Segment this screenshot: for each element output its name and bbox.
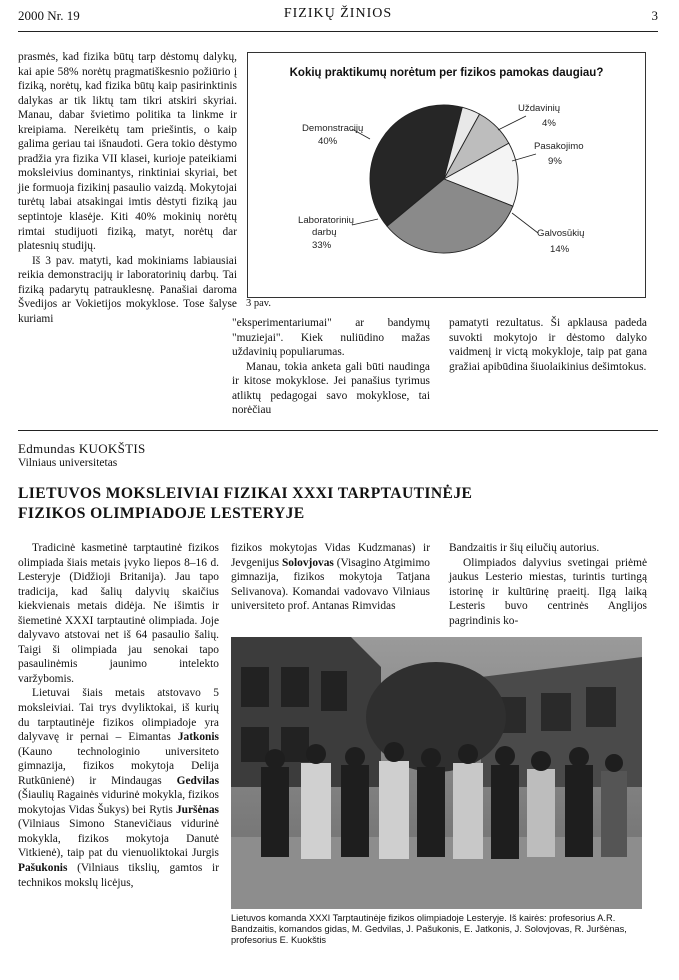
paragraph: fizikos mokytojas Vidas Kudzmanas) ir Jevgenijus Solovjovas (Visagino Atgimimo gimnazija, fizikos mokytoja Tatjana Selivanova). Komandai vadovavo Vilniaus universiteto prof. Antanas Rimvidas (231, 542, 431, 613)
paragraph: Lietuvai šiais metais atstovavo 5 moksleiviai. Tai trys dvyliktokai, iš kurių du tarptautinėje fizikos olimpiadoje yra dalyvavę ir pernai – Eimantas Jatkonis (Kauno technologinio universiteto gimnazija, fizikos mokytoja Delija Rutkūnienė) ir Mindaugas Gedvilas (Šiaulių Ragainės vidurinė mokykla, fizikos mokytojas Vidas Šukys) bei Rytis Juršėnas (Vilniaus Simono Stanevičiaus vidurinė mokykla, fizikos mokytoja Danutė Vitkienė), taip pat du vienuoliktokai Jurgis Pašukonis (Vilniaus tikslių, gamtos ir technikos mokslų licėjus, (18, 687, 219, 889)
student-name: Gedvilas (176, 774, 219, 787)
student-name: Juršėnas (175, 803, 219, 816)
label-laboratoriniu (298, 215, 357, 238)
value-laboratoriniu: 33% (312, 240, 332, 251)
page-header (18, 6, 658, 30)
article2-column-3 (449, 541, 647, 628)
article2-column-2 (231, 541, 430, 614)
paragraph: Tradicinė kasmetinė tarptautinė fizikos olimpiada šiais metais įvyko liepos 8–16 d. Lesteryje (Didžioji Britanija). Jau tapo tradicija, kad šalių dalyvių skaičius kiekvienais metais didėja. Ne išimtis ir šiemetinė XXXI tarptautinė olimpiada. Joje dalyvavo atstovai net iš 64 pasaulio šalių. Taigi ši olimpiada jau senokai tapo pasaulinėmis jaunimo intelekto varžybomis. (18, 542, 219, 685)
label-laboratoriniu-line: darbų (312, 227, 337, 238)
label-demonstraciju: Demonstracijų (302, 123, 364, 134)
paragraph: pamatyti rezultatus. Ši apklausa padeda suvokti mokytojo ir dėstomo dalyko vaidmenį ir victą mokykloje, taip pat gana gražiai apibūdina šiuolaikinius dešimtokus. (449, 317, 647, 373)
student-name: Pašukonis (18, 862, 68, 875)
issue-number: 2000 Nr. 19 (18, 8, 80, 23)
paragraph: Bandzaitis ir šių eilučių autorius. (449, 542, 600, 554)
section-rule (18, 430, 658, 431)
article1-column-2 (232, 316, 430, 418)
figure-label: 3 pav. (246, 298, 271, 309)
student-name: Jatkonis (177, 731, 219, 744)
label-galvosukiu: Galvosūkių (537, 228, 585, 239)
label-laboratoriniu-line: Laboratorinių (298, 215, 355, 226)
value-galvosukiu: 14% (550, 244, 570, 255)
paragraph: "eksperimentariumai" ar bandymų "muziejai". Kiek nuliūdino mažas uždavinių populiarumas. (232, 317, 430, 359)
author-name: Edmundas KUOKŠTIS (18, 441, 146, 456)
headline-line: FIZIKOS OLIMPIADOJE LESTERYJE (18, 505, 305, 522)
chart-title: Kokių praktikumų norėtum per fizikos pamokas daugiau? (289, 67, 604, 79)
pie-chart-svg (248, 53, 645, 297)
article1-column-1 (18, 50, 237, 326)
value-demonstraciju: 40% (318, 136, 338, 147)
article2-column-1 (18, 541, 219, 890)
journal-title: FIZIKŲ ŽINIOS (283, 6, 393, 21)
paragraph: Iš 3 pav. matyti, kad mokiniams labiausiai reikia demonstracijų ir laboratorinių darbų. Tai fiziką padarytų patrauklesnę. Panašiai daroma Švedijos ar Vokietijos mokyklose. Tose šalyse kuriami (18, 254, 237, 325)
photo-illustration (231, 637, 642, 909)
headline-line: LIETUVOS MOKSLEIVIAI FIZIKAI XXXI TARPTAUTINĖJE (18, 485, 473, 502)
paragraph: Olimpiados dalyvius svetingai priėmė jaukus Lesterio miestas, turintis turtingą istorinę ir kultūrinę praeitį. Ilgą laiką Lesteris buvo centrinės Anglijos pagrindinis ko- (449, 556, 647, 627)
paragraph: prasmės, kad fizika būtų tarp dėstomų dalykų, kai apie 58% norėtų pragmatiškesnio požiūrio į fiziką, norėtų, kad fizika būtų kaip pasirinktinis dalykas ar tik liktų tam tikri atskiri skyriai. Manau, dabar švietimo politika ta linkme ir kreipiama. Nereikėtų tam priešintis, o kaip galima geriau tai išnaudoti. Gera tokio dėstymo pradžia yra fizika VII klasei, kurioje pateikiami moksleivius dominantys, rinktiniai skyriai, bet jie formuoja fizikinį pasaulio vaizdą. Mokytojai turėtų labai atsakingai imtis dėstyti fiziką jau septintoje klasėje. Kiti 40% mokinių norėtų rimtai studijuoti fiziką, matyt, norėtų dar platesnių studijų. (18, 51, 237, 253)
value-pasakojimo: 9% (548, 156, 562, 167)
page-number: 3 (651, 8, 658, 23)
pie-chart-figure (247, 52, 646, 298)
photo-caption: Lietuvos komanda XXXI Tarptautinėje fizikos olimpiadoje Lesteryje. Iš kairės: profesorius A.R. Bandzaitis, komandos gidas, M. Gedvilas, J. Pašukonis, E. Jatkonis, J. Solovjovas, R. Juršėnas, profesorius E. Kuokštis (231, 913, 627, 945)
header-rule (18, 31, 658, 32)
article1-column-3 (449, 316, 647, 374)
article-headline (18, 484, 658, 524)
student-name: Solovjovas (281, 556, 334, 569)
label-pasakojimo: Pasakojimo (534, 141, 584, 152)
paragraph: Manau, tokia anketa gali būti naudinga ir kitose mokyklose. Jei panašius tyrimus atliktų pedagogai savo mokyklose, tai norėčiau (232, 360, 430, 417)
value-uzdaviniu: 4% (542, 118, 556, 129)
author-affiliation: Vilniaus universitetas (18, 457, 118, 469)
team-photo (231, 637, 642, 909)
label-uzdaviniu: Uždavinių (518, 103, 561, 114)
